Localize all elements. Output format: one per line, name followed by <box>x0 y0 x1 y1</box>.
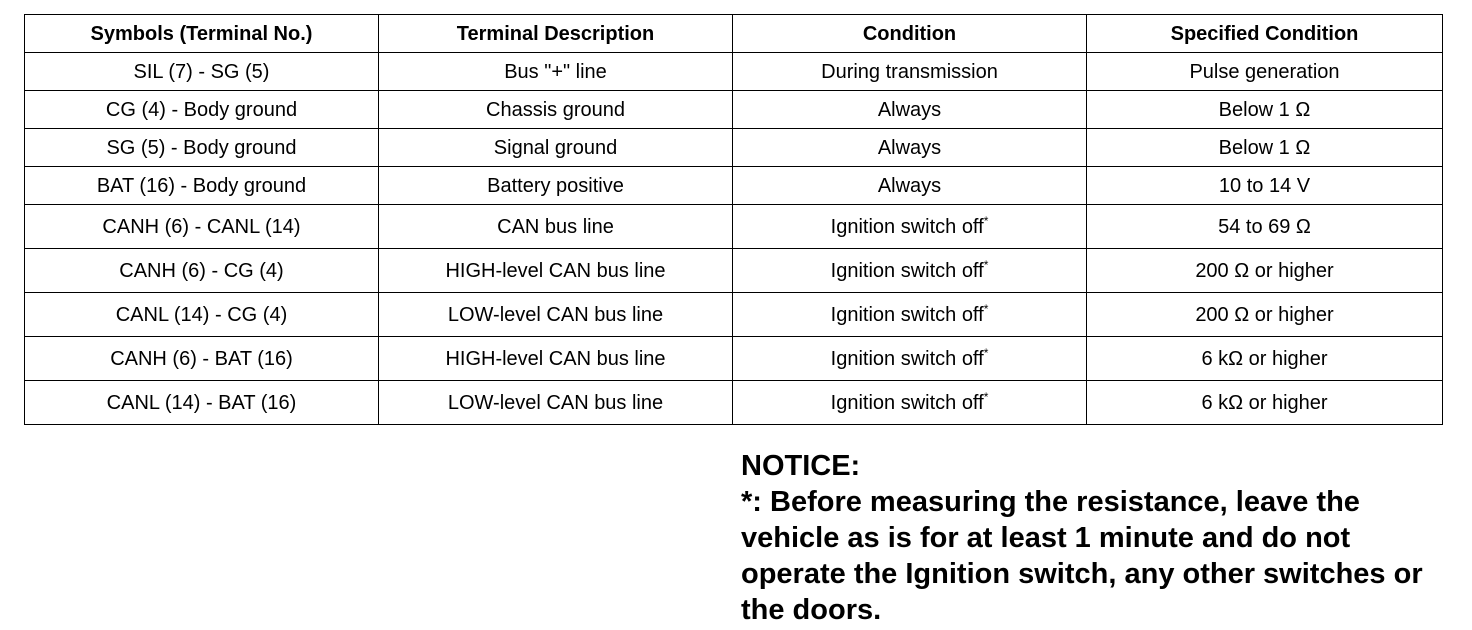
condition-text: Ignition switch off <box>830 259 984 282</box>
cell-description: Chassis ground <box>379 91 733 129</box>
header-symbols: Symbols (Terminal No.) <box>25 15 379 53</box>
cell-condition <box>733 337 1087 381</box>
cell-spec: 200 Ω or higher <box>1087 293 1443 337</box>
cell-spec: Below 1 Ω <box>1087 129 1443 167</box>
cell-symbol: SG (5) - Body ground <box>25 129 379 167</box>
cell-description: LOW-level CAN bus line <box>379 293 733 337</box>
footnote-marker: * <box>983 213 989 228</box>
cell-condition <box>733 293 1087 337</box>
cell-spec: 54 to 69 Ω <box>1087 205 1443 249</box>
table-row <box>25 129 1443 167</box>
cell-symbol: CANL (14) - BAT (16) <box>25 381 379 425</box>
condition-text: Ignition switch off <box>830 215 984 238</box>
condition-text: Always <box>877 98 942 121</box>
cell-spec: 6 kΩ or higher <box>1087 337 1443 381</box>
condition-text: Ignition switch off <box>830 391 984 414</box>
cell-description: HIGH-level CAN bus line <box>379 337 733 381</box>
cell-condition <box>733 381 1087 425</box>
cell-condition <box>733 129 1087 167</box>
table-header-row <box>25 15 1443 53</box>
cell-spec: Below 1 Ω <box>1087 91 1443 129</box>
terminal-spec-table <box>24 14 1443 425</box>
table-row <box>25 91 1443 129</box>
condition-text: Ignition switch off <box>830 303 984 326</box>
cell-symbol: BAT (16) - Body ground <box>25 167 379 205</box>
cell-symbol: CANH (6) - CANL (14) <box>25 205 379 249</box>
notice-text: *: Before measuring the resistance, leave the vehicle as is for at least 1 minute and do not operate the Ignition switch, any other switches or the doors. <box>741 486 1423 626</box>
cell-spec: 200 Ω or higher <box>1087 249 1443 293</box>
cell-condition <box>733 205 1087 249</box>
notice-title: NOTICE: <box>741 450 861 482</box>
footnote-marker: * <box>983 389 989 404</box>
cell-symbol: CANL (14) - CG (4) <box>25 293 379 337</box>
cell-description: Bus "+" line <box>379 53 733 91</box>
cell-spec: Pulse generation <box>1087 53 1443 91</box>
cell-symbol: CANH (6) - BAT (16) <box>25 337 379 381</box>
table-row <box>25 337 1443 381</box>
condition-text: Always <box>877 136 942 159</box>
cell-condition <box>733 167 1087 205</box>
cell-condition <box>733 249 1087 293</box>
cell-description: HIGH-level CAN bus line <box>379 249 733 293</box>
condition-text: Ignition switch off <box>830 347 984 370</box>
footnote-marker: * <box>983 301 989 316</box>
cell-symbol: CG (4) - Body ground <box>25 91 379 129</box>
cell-description: Signal ground <box>379 129 733 167</box>
cell-condition <box>733 53 1087 91</box>
cell-spec: 10 to 14 V <box>1087 167 1443 205</box>
cell-description: CAN bus line <box>379 205 733 249</box>
table-row <box>25 53 1443 91</box>
table-row <box>25 167 1443 205</box>
cell-symbol: SIL (7) - SG (5) <box>25 53 379 91</box>
condition-text: Always <box>877 174 942 197</box>
notice-block <box>741 448 1456 628</box>
cell-spec: 6 kΩ or higher <box>1087 381 1443 425</box>
footnote-marker: * <box>983 257 989 272</box>
cell-description: LOW-level CAN bus line <box>379 381 733 425</box>
table-row <box>25 381 1443 425</box>
table-row <box>25 205 1443 249</box>
table-row <box>25 249 1443 293</box>
cell-description: Battery positive <box>379 167 733 205</box>
footnote-marker: * <box>983 345 989 360</box>
cell-condition <box>733 91 1087 129</box>
header-specified-condition: Specified Condition <box>1087 15 1443 53</box>
header-condition: Condition <box>733 15 1087 53</box>
condition-text: During transmission <box>821 60 998 83</box>
table-row <box>25 293 1443 337</box>
header-terminal-description: Terminal Description <box>379 15 733 53</box>
cell-symbol: CANH (6) - CG (4) <box>25 249 379 293</box>
